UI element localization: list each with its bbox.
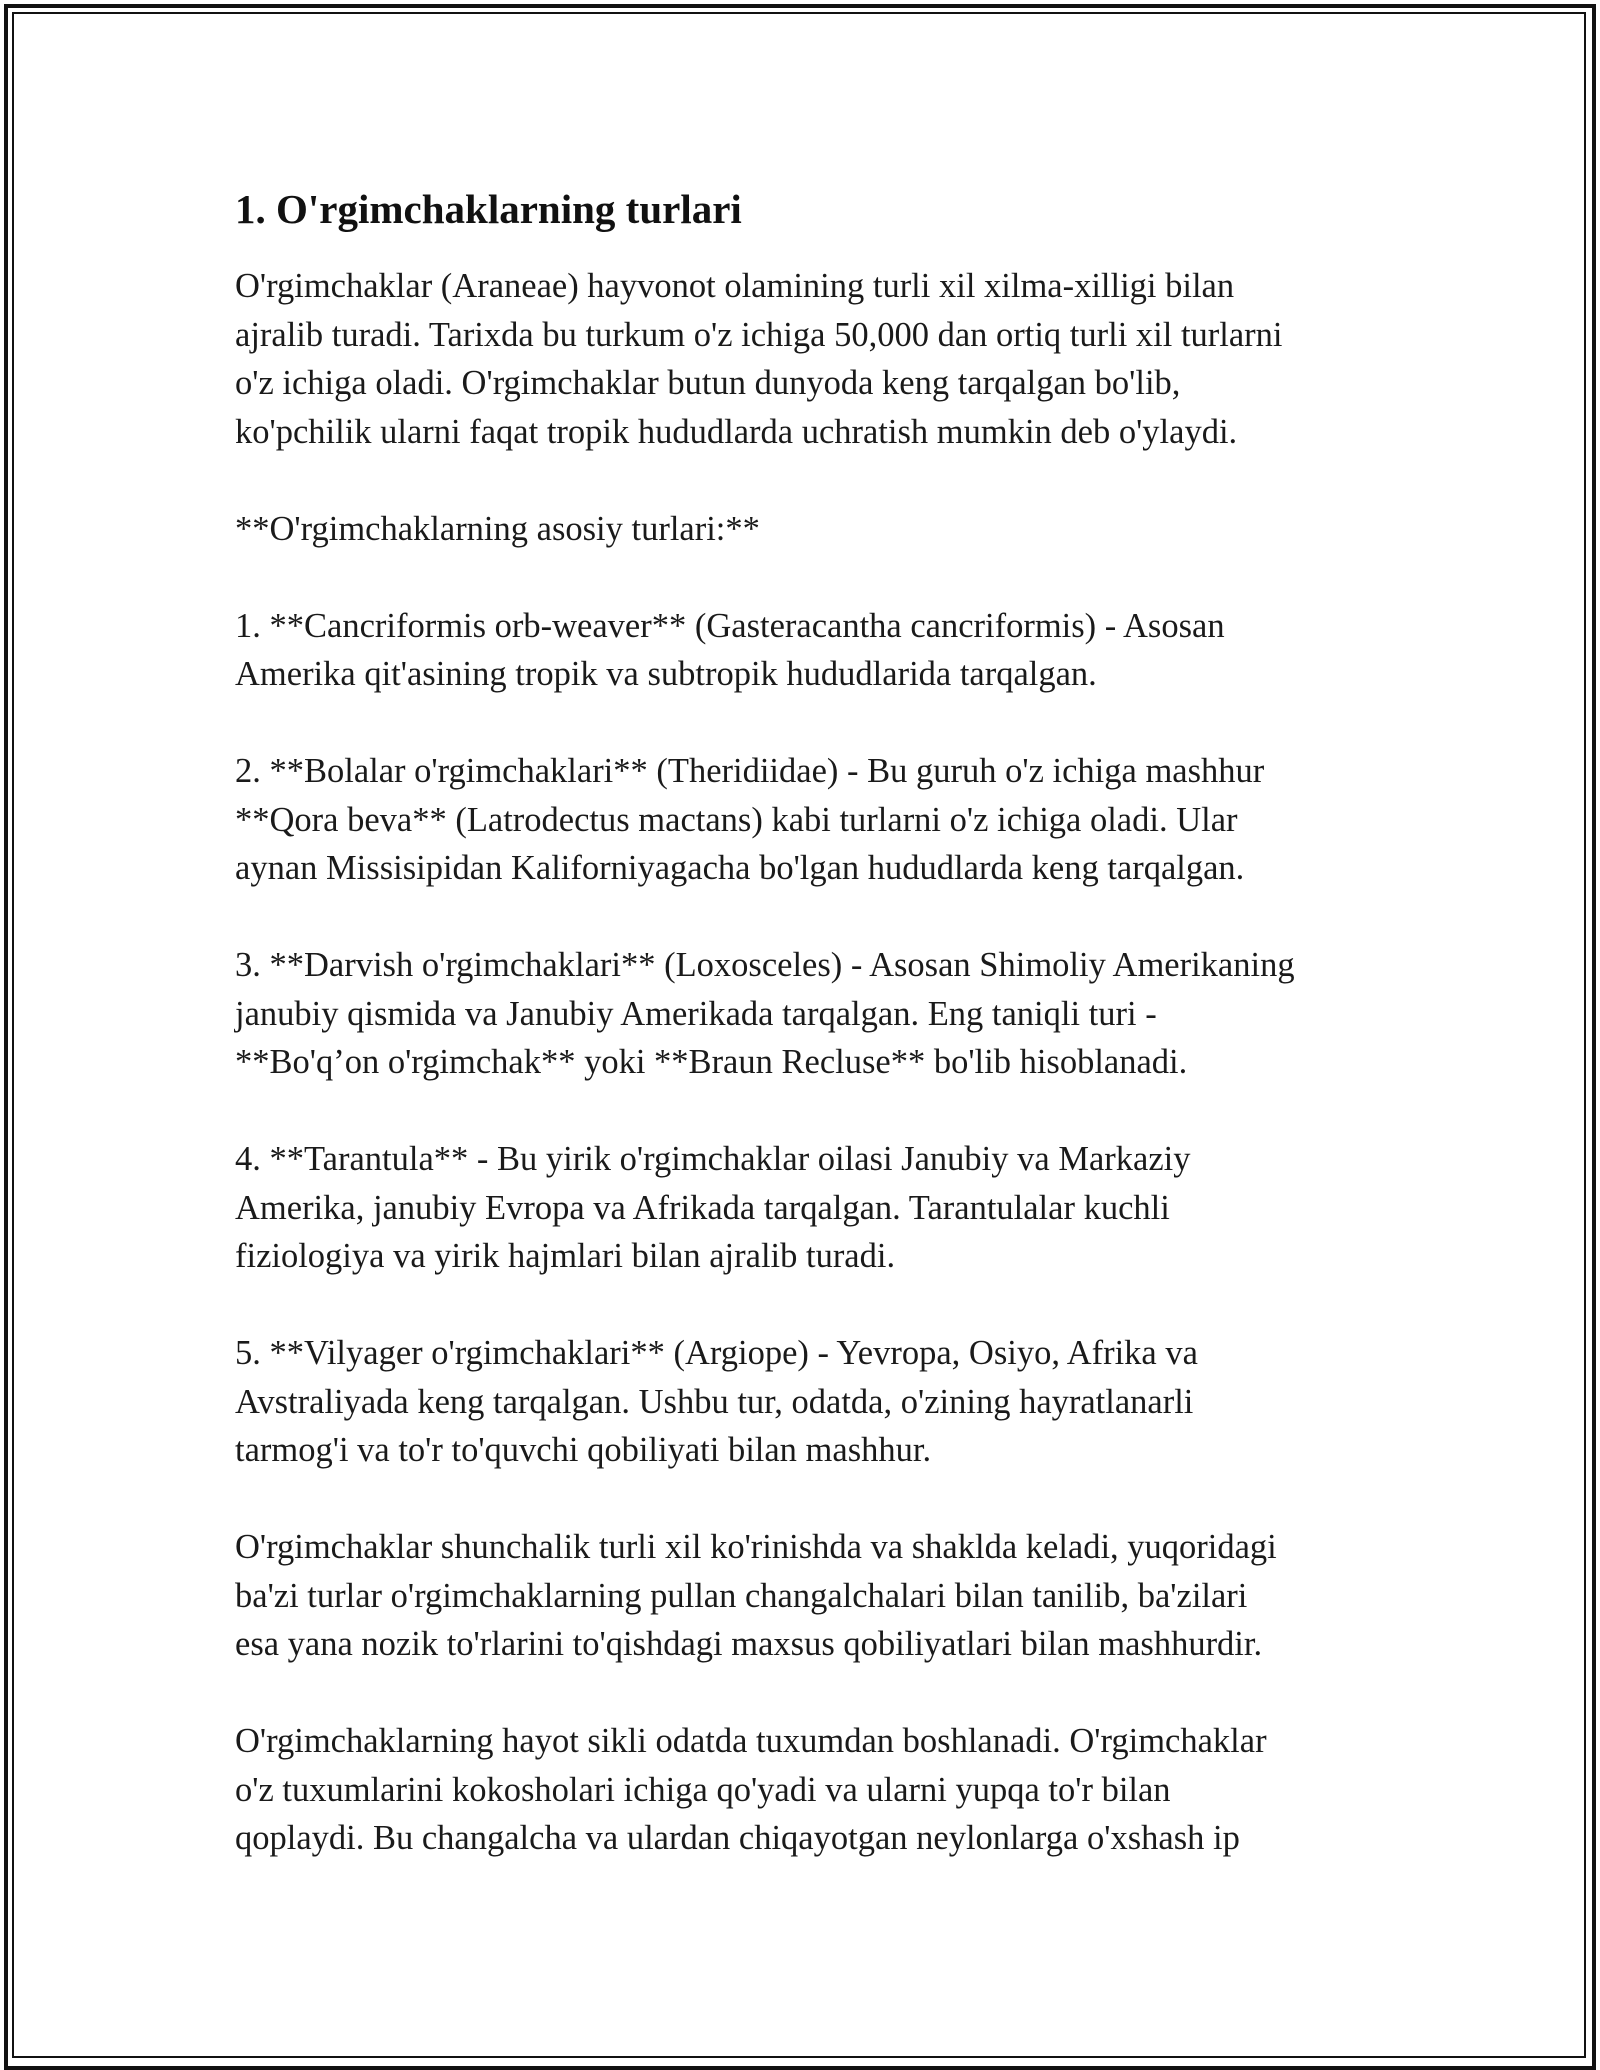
document-body: [235, 185, 1415, 1911]
text-line: janubiy qismida va Janubiy Amerikada tarqalgan. Eng taniqli turi -: [235, 994, 1157, 1033]
text-line: ba'zi turlar o'rgimchaklarning pullan changalchalari bilan tanilib, ba'zilari: [235, 1576, 1248, 1615]
text-line: 1. **Cancriformis orb-weaver** (Gasteracantha cancriformis) - Asosan: [235, 606, 1225, 645]
paragraph-intro: [235, 262, 1415, 456]
text-line: 3. **Darvish o'rgimchaklari** (Loxosceles) - Asosan Shimoliy Amerikaning: [235, 946, 1295, 984]
text-line: fiziologiya va yirik hajmlari bilan ajralib turadi.: [235, 1237, 896, 1275]
text-line: o'z ichiga oladi. O'rgimchaklar butun dunyoda keng tarqalgan bo'lib,: [235, 364, 1181, 402]
list-item-2: [235, 747, 1415, 893]
text-line: tarmog'i va to'r to'quvchi qobiliyati bilan mashhur.: [235, 1431, 932, 1469]
text-line: Amerika, janubiy Evropa va Afrikada tarqalgan. Tarantulalar kuchli: [235, 1188, 1170, 1227]
text-line: O'rgimchaklar (Araneae) hayvonot olamining turli xil xilma-xilligi bilan: [235, 267, 1235, 305]
text-line: esa yana nozik to'rlarini to'qishdagi maxsus qobiliyatlari bilan mashhurdir.: [235, 1625, 1263, 1663]
text-line: ko'pchilik ularni faqat tropik hududlarda uchratish mumkin deb o'ylaydi.: [235, 412, 1238, 451]
section-heading: 1. O'rgimchaklarning turlari: [235, 186, 742, 232]
list-item-5: [235, 1329, 1415, 1475]
text-line: **O'rgimchaklarning asosiy turlari:**: [235, 509, 760, 548]
paragraph-summary: [235, 1523, 1415, 1669]
text-line: O'rgimchaklarning hayot sikli odatda tuxumdan boshlanadi. O'rgimchaklar: [235, 1722, 1267, 1760]
text-line: Avstraliyada keng tarqalgan. Ushbu tur, odatda, o'zining hayratlanarli: [235, 1382, 1194, 1421]
text-line: o'z tuxumlarini kokosholari ichiga qo'yadi va ularni yupqa to'r bilan: [235, 1770, 1171, 1809]
text-line: 4. **Tarantula** - Bu yirik o'rgimchaklar oilasi Janubiy va Markaziy: [235, 1140, 1191, 1178]
text-line: aynan Missisipidan Kaliforniyagacha bo'lgan hududlarda keng tarqalgan.: [235, 849, 1245, 887]
list-item-1: [235, 602, 1415, 699]
list-item-3: [235, 941, 1415, 1087]
paragraph-life-cycle: [235, 1717, 1415, 1863]
paragraph-subheading: [235, 505, 1415, 554]
text-line: Amerika qit'asining tropik va subtropik hududlarida tarqalgan.: [235, 655, 1097, 693]
text-line: 5. **Vilyager o'rgimchaklari** (Argiope) - Yevropa, Osiyo, Afrika va: [235, 1334, 1198, 1372]
text-line: qoplaydi. Bu changalcha va ulardan chiqayotgan neylonlarga o'xshash ip: [235, 1819, 1240, 1857]
text-line: O'rgimchaklar shunchalik turli xil ko'rinishda va shaklda keladi, yuqoridagi: [235, 1528, 1277, 1566]
text-line: 2. **Bolalar o'rgimchaklari** (Theridiidae) - Bu guruh o'z ichiga mashhur: [235, 752, 1265, 790]
text-line: ajralib turadi. Tarixda bu turkum o'z ichiga 50,000 dan ortiq turli xil turlarni: [235, 315, 1283, 354]
text-line: **Bo'q’on o'rgimchak** yoki **Braun Recluse** bo'lib hisoblanadi.: [235, 1043, 1188, 1081]
list-item-4: [235, 1135, 1415, 1281]
text-line: **Qora beva** (Latrodectus mactans) kabi turlarni o'z ichiga oladi. Ular: [235, 800, 1238, 839]
